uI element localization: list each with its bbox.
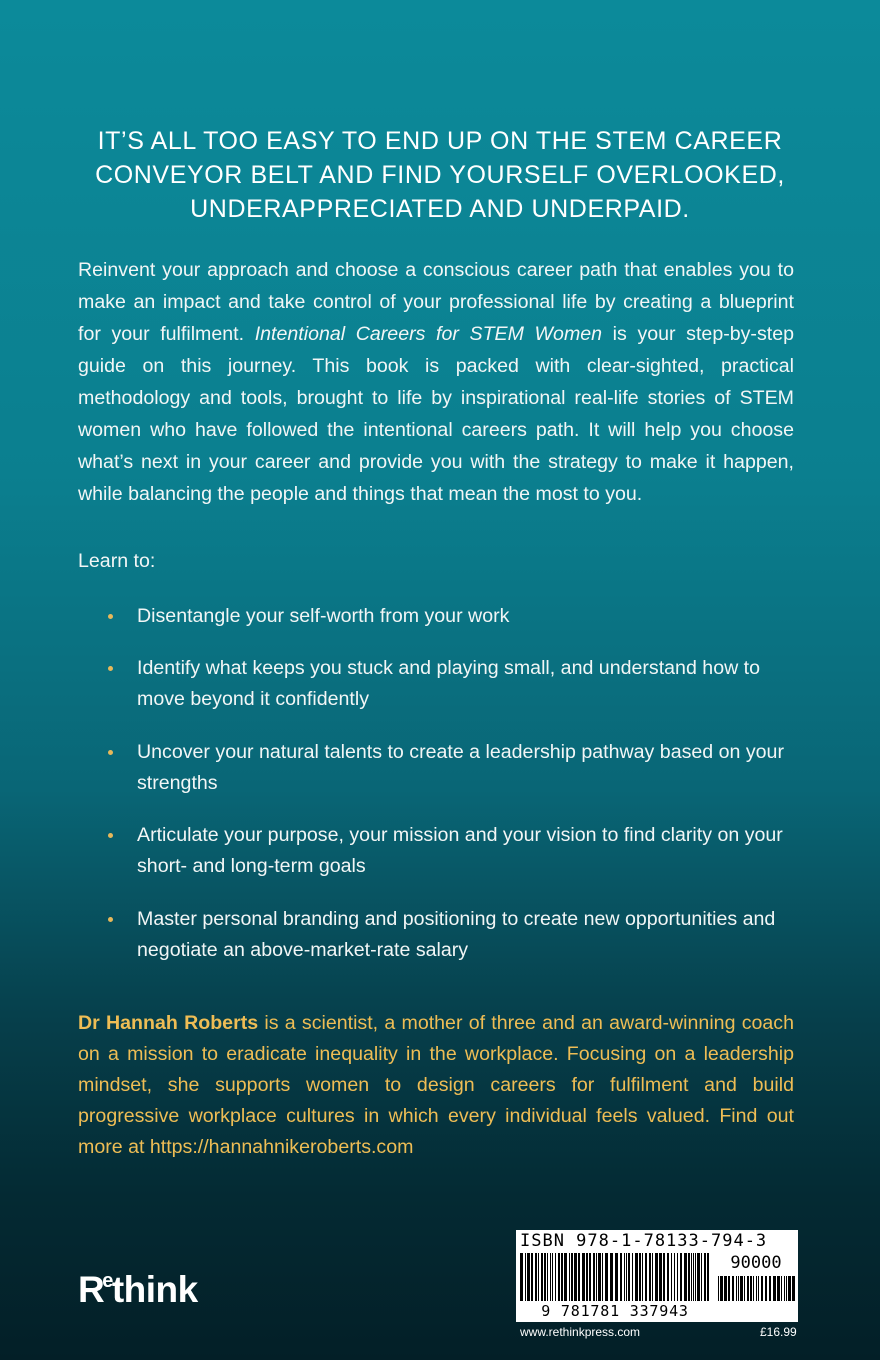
headline-line-1: IT’S ALL TOO EASY TO END UP ON THE STEM CAREER: [97, 127, 783, 155]
barcode-bar: [761, 1276, 763, 1301]
barcode-bar: [582, 1253, 585, 1301]
bullet-item: [137, 653, 797, 715]
barcode-bar: [531, 1253, 533, 1301]
bullet-item: [137, 601, 797, 632]
barcode-bar: [649, 1253, 651, 1301]
barcode-bar: [561, 1253, 563, 1301]
barcode-bar: [684, 1253, 687, 1301]
barcode-bar: [525, 1253, 526, 1301]
barcode-bar: [765, 1276, 767, 1301]
barcode-bar: [620, 1253, 622, 1301]
barcode-bar: [624, 1253, 625, 1301]
barcode-bar: [718, 1276, 719, 1301]
barcode-bar: [574, 1253, 577, 1301]
barcode-bar: [550, 1253, 551, 1301]
barcode-bar: [628, 1253, 630, 1301]
barcode-bar: [674, 1253, 675, 1301]
barcode-bar: [552, 1253, 553, 1301]
logo-rest: think: [111, 1269, 198, 1310]
barcode-bar: [538, 1253, 539, 1301]
barcode-bar: [663, 1253, 665, 1301]
barcode-bar: [773, 1276, 776, 1301]
bullet-dot-icon: [108, 917, 113, 922]
barcode-bar: [564, 1253, 567, 1301]
barcode-bar: [747, 1276, 749, 1301]
barcode-bar: [769, 1276, 771, 1301]
barcode-bar: [558, 1253, 560, 1301]
barcode-bar: [784, 1276, 785, 1301]
barcode-bar: [642, 1253, 643, 1301]
barcode-bar: [520, 1253, 523, 1301]
barcode-bar: [677, 1253, 678, 1301]
barcode-bar: [586, 1253, 588, 1301]
barcode-bars: [520, 1253, 710, 1301]
barcode-bar: [740, 1276, 743, 1301]
barcode-bar: [671, 1253, 672, 1301]
barcode-bar: [777, 1276, 780, 1301]
author-name: Dr Hannah Roberts: [78, 1012, 259, 1034]
barcode-bar: [753, 1276, 754, 1301]
author-bio: [78, 1008, 794, 1163]
intro-paragraph: [78, 254, 794, 510]
barcode-bar: [724, 1276, 727, 1301]
barcode-bar: [701, 1253, 702, 1301]
barcode-bar: [732, 1276, 734, 1301]
bullet-dot-icon: [108, 614, 113, 619]
barcode-bar: [527, 1253, 530, 1301]
learn-label: Learn to:: [78, 550, 156, 572]
barcode-bar: [707, 1253, 709, 1301]
barcode-bar: [571, 1253, 573, 1301]
bullet-dot-icon: [108, 666, 113, 671]
barcode-bar: [781, 1276, 782, 1301]
barcode-bar: [605, 1253, 608, 1301]
barcode-bar: [589, 1253, 591, 1301]
barcode-bar: [744, 1276, 745, 1301]
barcode-bar: [535, 1253, 537, 1301]
barcode-bar: [758, 1276, 759, 1301]
barcode-bar: [615, 1253, 618, 1301]
barcode-bar: [786, 1276, 787, 1301]
bullet-item: [137, 904, 797, 966]
barcode-bar: [645, 1253, 647, 1301]
bullet-dot-icon: [108, 750, 113, 755]
headline: [80, 124, 800, 226]
barcode-addon-number: 90000: [730, 1253, 782, 1273]
barcode-bar: [788, 1276, 791, 1301]
headline-line-2: CONVEYOR BELT AND FIND YOURSELF OVERLOOKED,: [95, 161, 785, 189]
barcode-bar: [544, 1253, 546, 1301]
barcode-bar: [736, 1276, 737, 1301]
price: £16.99: [760, 1325, 797, 1339]
barcode-bar: [596, 1253, 597, 1301]
barcode-bar: [652, 1253, 653, 1301]
bullet-dot-icon: [108, 833, 113, 838]
barcode-bar: [659, 1253, 662, 1301]
bullet-text: Identify what keeps you stuck and playing small, and understand how to move beyond it confidently: [137, 657, 761, 710]
barcode-bar: [667, 1253, 669, 1301]
publisher-website: www.rethinkpress.com: [520, 1325, 641, 1339]
intro-text-before: Reinvent your approach and choose a conscious career path that enables you to make an impact and take control of your professional life by creating a blueprint for your fulfilment.: [78, 259, 794, 345]
barcode-bar: [578, 1253, 580, 1301]
barcode-bar: [691, 1253, 692, 1301]
intro-text-after: is your step-by-step guide on this journey. This book is packed with clear-sighted, practical methodology and tools, brought to life by inspirational real-life stories of STEM women who have followed the intentional careers path. It will help you choose what’s next in your career and provide you with the strategy to make it happen, while balancing the people and things that mean the most to you.: [78, 323, 794, 505]
barcode-addon-bars: [718, 1276, 796, 1301]
barcode-bar: [598, 1253, 601, 1301]
barcode-number: 9 781781 337943: [541, 1302, 689, 1320]
barcode-bar: [738, 1276, 739, 1301]
barcode-bar: [635, 1253, 638, 1301]
logo-e: e: [102, 1270, 113, 1292]
barcode-bar: [720, 1276, 723, 1301]
bullet-item: [137, 820, 797, 882]
barcode-bar: [569, 1253, 570, 1301]
barcode-bar: [602, 1253, 603, 1301]
bullet-text: Articulate your purpose, your mission and your vision to find clarity on your short- and long-term goals: [137, 824, 783, 877]
barcode-bar: [632, 1253, 633, 1301]
barcode-bar: [555, 1253, 556, 1301]
barcode-bar: [728, 1276, 730, 1301]
barcode-bar: [610, 1253, 613, 1301]
bullet-item: [137, 737, 797, 799]
barcode-bar: [639, 1253, 641, 1301]
barcode-bar: [688, 1253, 690, 1301]
barcode-bar: [756, 1276, 757, 1301]
isbn-label: ISBN 978-1-78133-794-3: [520, 1231, 768, 1251]
barcode-bar: [697, 1253, 700, 1301]
barcode-bar: [655, 1253, 658, 1301]
barcode-bar: [693, 1253, 694, 1301]
bullet-text: Master personal branding and positioning to create new opportunities and negotiate an above-market-rate salary: [137, 908, 776, 961]
barcode-bar: [792, 1276, 795, 1301]
author-bio-text: is a scientist, a mother of three and an award-winning coach on a mission to eradicate inequality in the workplace. Focusing on a leadership mindset, she supports women to design careers for fulfilment and build progressive workplace cultures in which every individual feels valued. Find out more at https://hannahnikeroberts.com: [78, 1012, 795, 1158]
barcode-bar: [626, 1253, 627, 1301]
barcode-bar: [547, 1253, 548, 1301]
book-title: Intentional Careers for STEM Women: [254, 323, 603, 345]
publisher-logo: [78, 1268, 198, 1318]
headline-line-3: UNDERAPPRECIATED AND UNDERPAID.: [190, 195, 690, 223]
barcode-bar: [680, 1253, 682, 1301]
barcode-bar: [541, 1253, 543, 1301]
barcode-bar: [750, 1276, 752, 1301]
barcode-bar: [593, 1253, 595, 1301]
bullet-text: Disentangle your self-worth from your work: [137, 605, 510, 627]
barcode-bar: [704, 1253, 706, 1301]
bullet-text: Uncover your natural talents to create a leadership pathway based on your strengths: [137, 741, 784, 794]
barcode-bar: [695, 1253, 696, 1301]
logo-r: R: [78, 1269, 105, 1310]
